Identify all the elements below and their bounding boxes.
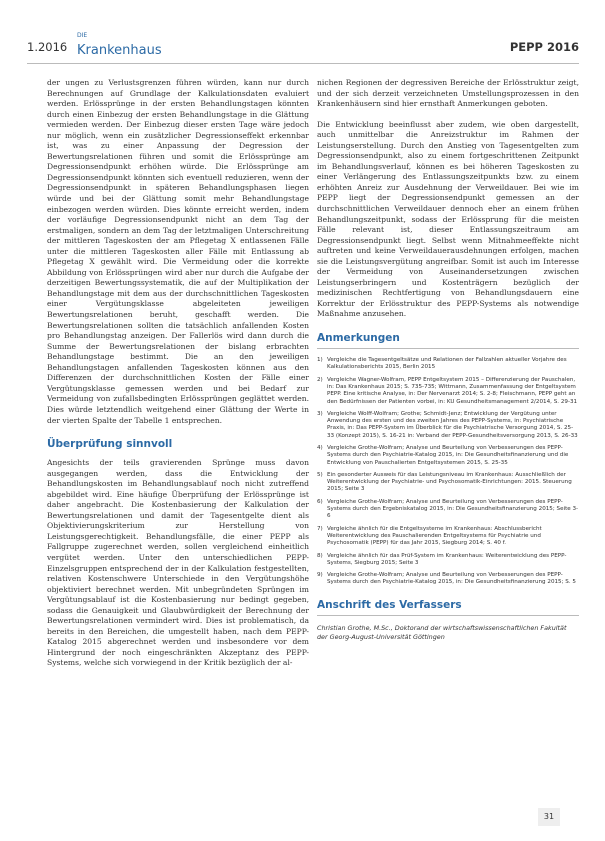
note-text: Vergleiche ähnlich für das Prüf-System im Krankenhaus: Weiterentwicklung des PEPP-Systems, Siegburg 2015; Seite 3 [327,552,567,566]
note-number: 3) [317,410,323,417]
note-text: Vergleiche Grothe-Wolfram; Analyse und Beurteilung von Verbesserungen des PEPP-Systems durch den Ergebniskatalog 2015, in: Die Gesundheitsfinanzierung 2015; Seite 3-6 [327,498,579,520]
page-number: 31 [538,808,560,826]
note-text: Vergleiche die Tagesentgeltsätze und Relationen der Fallzahlen aktueller Vorjahre des Kalkulationsberichts 2015, Berlin 2015 [327,357,567,371]
issue-number: 1.2016 [27,40,68,54]
notes-list [317,357,579,587]
note-item [317,357,579,372]
note-text: Vergleiche ähnlich für die Entgeltsysteme im Krankenhaus: Abschlussbericht Weiterentwicklung des Pauschalierenden Entgeltsystems für Psychiatrie und Psychosomatik (PEPP) für das Jahr 2015, Siegburg 2014; S. 40 f. [327,525,542,547]
note-number: 6) [317,498,323,505]
note-item [317,472,579,494]
note-number: 8) [317,552,323,559]
section-heading-ueberpruefung: Überprüfung sinnvoll [47,438,173,451]
note-item [317,377,579,406]
note-item [317,411,579,440]
note-number: 2) [317,376,323,383]
note-item [317,572,579,587]
note-text: Ein gesonderter Ausweis für das Leistungsniveau im Krankenhaus: Ausschließlich der Weiterentwicklung der Psychiatrie- und Psychosomatik-Einrichtungen: 2015. Steuerung 2015; Seite 3 [327,471,572,493]
note-item [317,526,579,548]
note-text: Vergleiche Grothe-Wolfram; Analyse und Beurteilung von Verbesserungen des PEPP-Systems durch den Psychiatrie-Katalog 2015, in: Die Gesundheitsfinanzierung und die Entwicklung von Pauschalierten Entgeltsystemen 2015, S. 25-35 [327,445,569,466]
right-intro-paragraph-2: Die Entwicklung beeinflusst aber zudem, wie oben dargestellt, auch unmittelbar die Anreizstruktur im Rahmen der Leistungserstellung. Durch den Anstieg von Tagesentgelten zum Degressionsendpunkt, also zu einem fortgeschrittenen Zeitpunkt im Behandlungsverlauf, können es bei höheren Tageskosten zu einer Verlängerung des Entlassungszeitpunkts bzw. zu einem erhöhten Anreiz zur Ausdehnung der Verweildauer. Bei wie im PEPP liegt der Degressionsendpunkt gemessen an der durchschnittlichen Verweildauer dennoch eher an einem frühen Behandlungszeitpunkt, sodass der Erlössprung für die meisten Fälle relevant ist, dieser Entlassungszeitraum am Degressionsendpunkt liegt. Selbst wenn Mitnahmeeffekte nicht auftreten und keine Verweildauerausdehnungen erfolgen, machen sie die Leistungsvergütung angreifbar. Somit ist auch im Interesse der Vermeidung von Auseinandersetzungen zwischen Leistungserbringern und Kostenträgern bezüglich der medizinischen Rechtfertigung von Behandlungsdauern eine Korrektur der Erlösstruktur des PEPP-Systems als notwendige Maßnahme anzusehen. [317,119,579,319]
note-item [317,553,579,568]
left-column [47,78,309,669]
note-number: 1) [317,357,323,364]
right-column [317,78,579,643]
author-address: Christian Grothe, M.Sc., Doktorand der wirtschaftswissenschaftlichen Fakultät der Georg-August-Universität Göttingen [317,623,567,642]
note-item [317,445,579,467]
magazine-logo [77,32,162,58]
page-header [27,30,579,64]
right-intro-paragraph-1: nichen Regionen der degressiven Bereiche der Erlösstruktur zeigt, und der sich derzeit verzeichneten Umstellungsprozessen in den Krankenhäusern sind hier ernsthaft Anmerkungen geboten. [317,78,579,109]
header-divider [27,63,579,64]
note-text: Vergleiche Wagner-Wolfram, PEPP Entgeltsystem 2015 – Differenzierung der Pauschalen, in: Das Krankenhaus 2015; S. 735-735; Wittmann, Zusammenfassung der Entgeltsystem PEPP. Eine kritische Analyse, in: Der Nervenarzt 2014; S. 2-8; Fleischmann, PEPP geht an den Bedürfnissen der Patienten vorbei, in: KU Gesundheitsmanagement 2/2014, S. 29-31 [327,376,578,405]
note-number: 5) [317,471,323,478]
section-title: PEPP 2016 [509,40,579,54]
notes-heading: Anmerkungen [317,332,579,349]
note-text: Vergleiche Wolff-Wolfram; Grothe; Schmidt-Jenz; Entwicklung der Vergütung unter Anwendung des ersten und des zweiten Jahres des PEPP-Systems, in: Psychiatrische Praxis, in: Das PEPP-System im Überblick für die Psychiatrische Versorgung 2014, S. 25-33 (Konzept 2015), S. 16-21 in: Verband der PEPP-Gesundheitsversorgung 2013, S. 26-33 [327,410,578,439]
body-paragraph: Angesichts der teils gravierenden Sprünge muss davon ausgegangen werden, dass die Entwicklung der Behandlungskosten im Behandlungsablauf noch nicht zutreffend abgebildet wird. Eine häufige Überprüfung der Erlössprünge ist daher angebracht. Die Kostenbasierung der Kalkulation der Bewertungsrelationen und damit der Tagesentgelte dient als Objektivierungskriterium zur Herstellung von Leistungsgerechtigkeit. Behandlungsfälle, die einer PEPP als Fallgruppe zugerechnet werden, sollen vergleichend einheitlich vergütet werden. Unter den unterschiedlichen PEPP-Einzelsgruppen entsprechend der in der Kalkulation festgestellten, relativen Kostenschwere Unterschiede in den Vergütungshöhe objektiviert berechnet werden. Mit unbegründeten Sprüngen im Vergütungsablauf ist die Kostenbasierung nur bedingt gegeben, sodass die Genauigkeit und Glaubwürdigkeit der Berechnung der Bewertungsrelationen vermindert wird. Dies ist problematisch, da bereits in den Bereichen, die umgestellt haben, nach dem PEPP-Katalog 2015 abgerechnet werden und insbesondere vor dem Hintergrund der noch eingeschränkten Akzeptanz des PEPP-Systems, welche sich vorwiegend in der Kritik bezüglich der al- [47,458,309,668]
note-text: Vergleiche Grothe-Wolfram; Analyse und Beurteilung von Verbesserungen des PEPP-Systems durch den Psychiatrie-Katalog 2015, in: Die Gesundheitsfinanzierung 2015; S. 5 [327,572,576,586]
note-item [317,499,579,521]
note-number: 4) [317,445,323,451]
logo-main-text: Krankenhaus [77,43,162,58]
note-number: 7) [317,525,323,532]
logo-small-text: DIE [77,32,88,39]
author-heading: Anschrift des Verfassers [317,599,579,616]
note-number: 9) [317,572,323,579]
intro-paragraph: der ungen zu Verlustsgrenzen führen würden, kann nur durch Berechnungen auf Grundlage der Kalkulationsdaten evaluiert werden. Erlössprünge in der ersten Behandlungstagen könnten durch einen Einbezug der ersten Behandlungstage in die Glättung vermieden werden. Der Einbezug dieser ersten Tage wäre jedoch nur möglich, wenn ein zusätzlicher Degressionseffekt erkennbar ist, was zu einer Anpassung der Degression der Bewertungsrelationen führen und somit die Erlössprünge am Degressionsendpunkt erhöhen würde. Die Erlössprünge am Degressionsendpunkt könnten sich eventuell reduzieren, wenn der Degressionsendpunkt in späteren Behandlungsphasen liegen würde und bei der Glättung somit mehr Behandlungstage einbezogen werden würden. Dies könnte erreicht werden, indem der vorläufige Degressionsendpunkt nicht an dem Tag der erstmaligen, sondern an dem Tag der letztmaligen Unterschreitung der mittleren Tageskosten der am Pflegetag X entlassenen Fälle unter die mittleren Tageskosten aller Fälle mit Entlassung ab Pflegetag X gewählt wird. Die Vermeidung oder die korrekte Abbildung von Erlössprüngen wird aber nur durch die Aufgabe der derzeitigen Bewertungssystematik, die auf der Multiplikation der Behandlungstage mit dem aus der durchschnittlichen Tageskosten einer Vergütungsklasse abgeleiteten jeweiligen Bewertungsrelationen beruht, geschafft werden. Die Bewertungsrelationen sollten die tatsächlich anfallenden Kosten pro Behandlungstag anzeigen. Der Fallerlös wird dann durch die Summe der Bewertungsrelationen der bislang erbrachten Behandlungstage bestimmt. Die an den jeweiligen Behandlungstagen anfallenden Tageskosten können aus den Differenzen der durchschnittlichen Kosten der Fälle einer Vergütungsklasse gemessen werden und bei Bedarf zur Vermeidung von zufallsbedingten Erlössprüngen geglättet werden. Dies würde letztendlich weitgehend einer Glättung der Werte in der vierten Spalte der Tabelle 1 entsprechen. [47,78,309,425]
